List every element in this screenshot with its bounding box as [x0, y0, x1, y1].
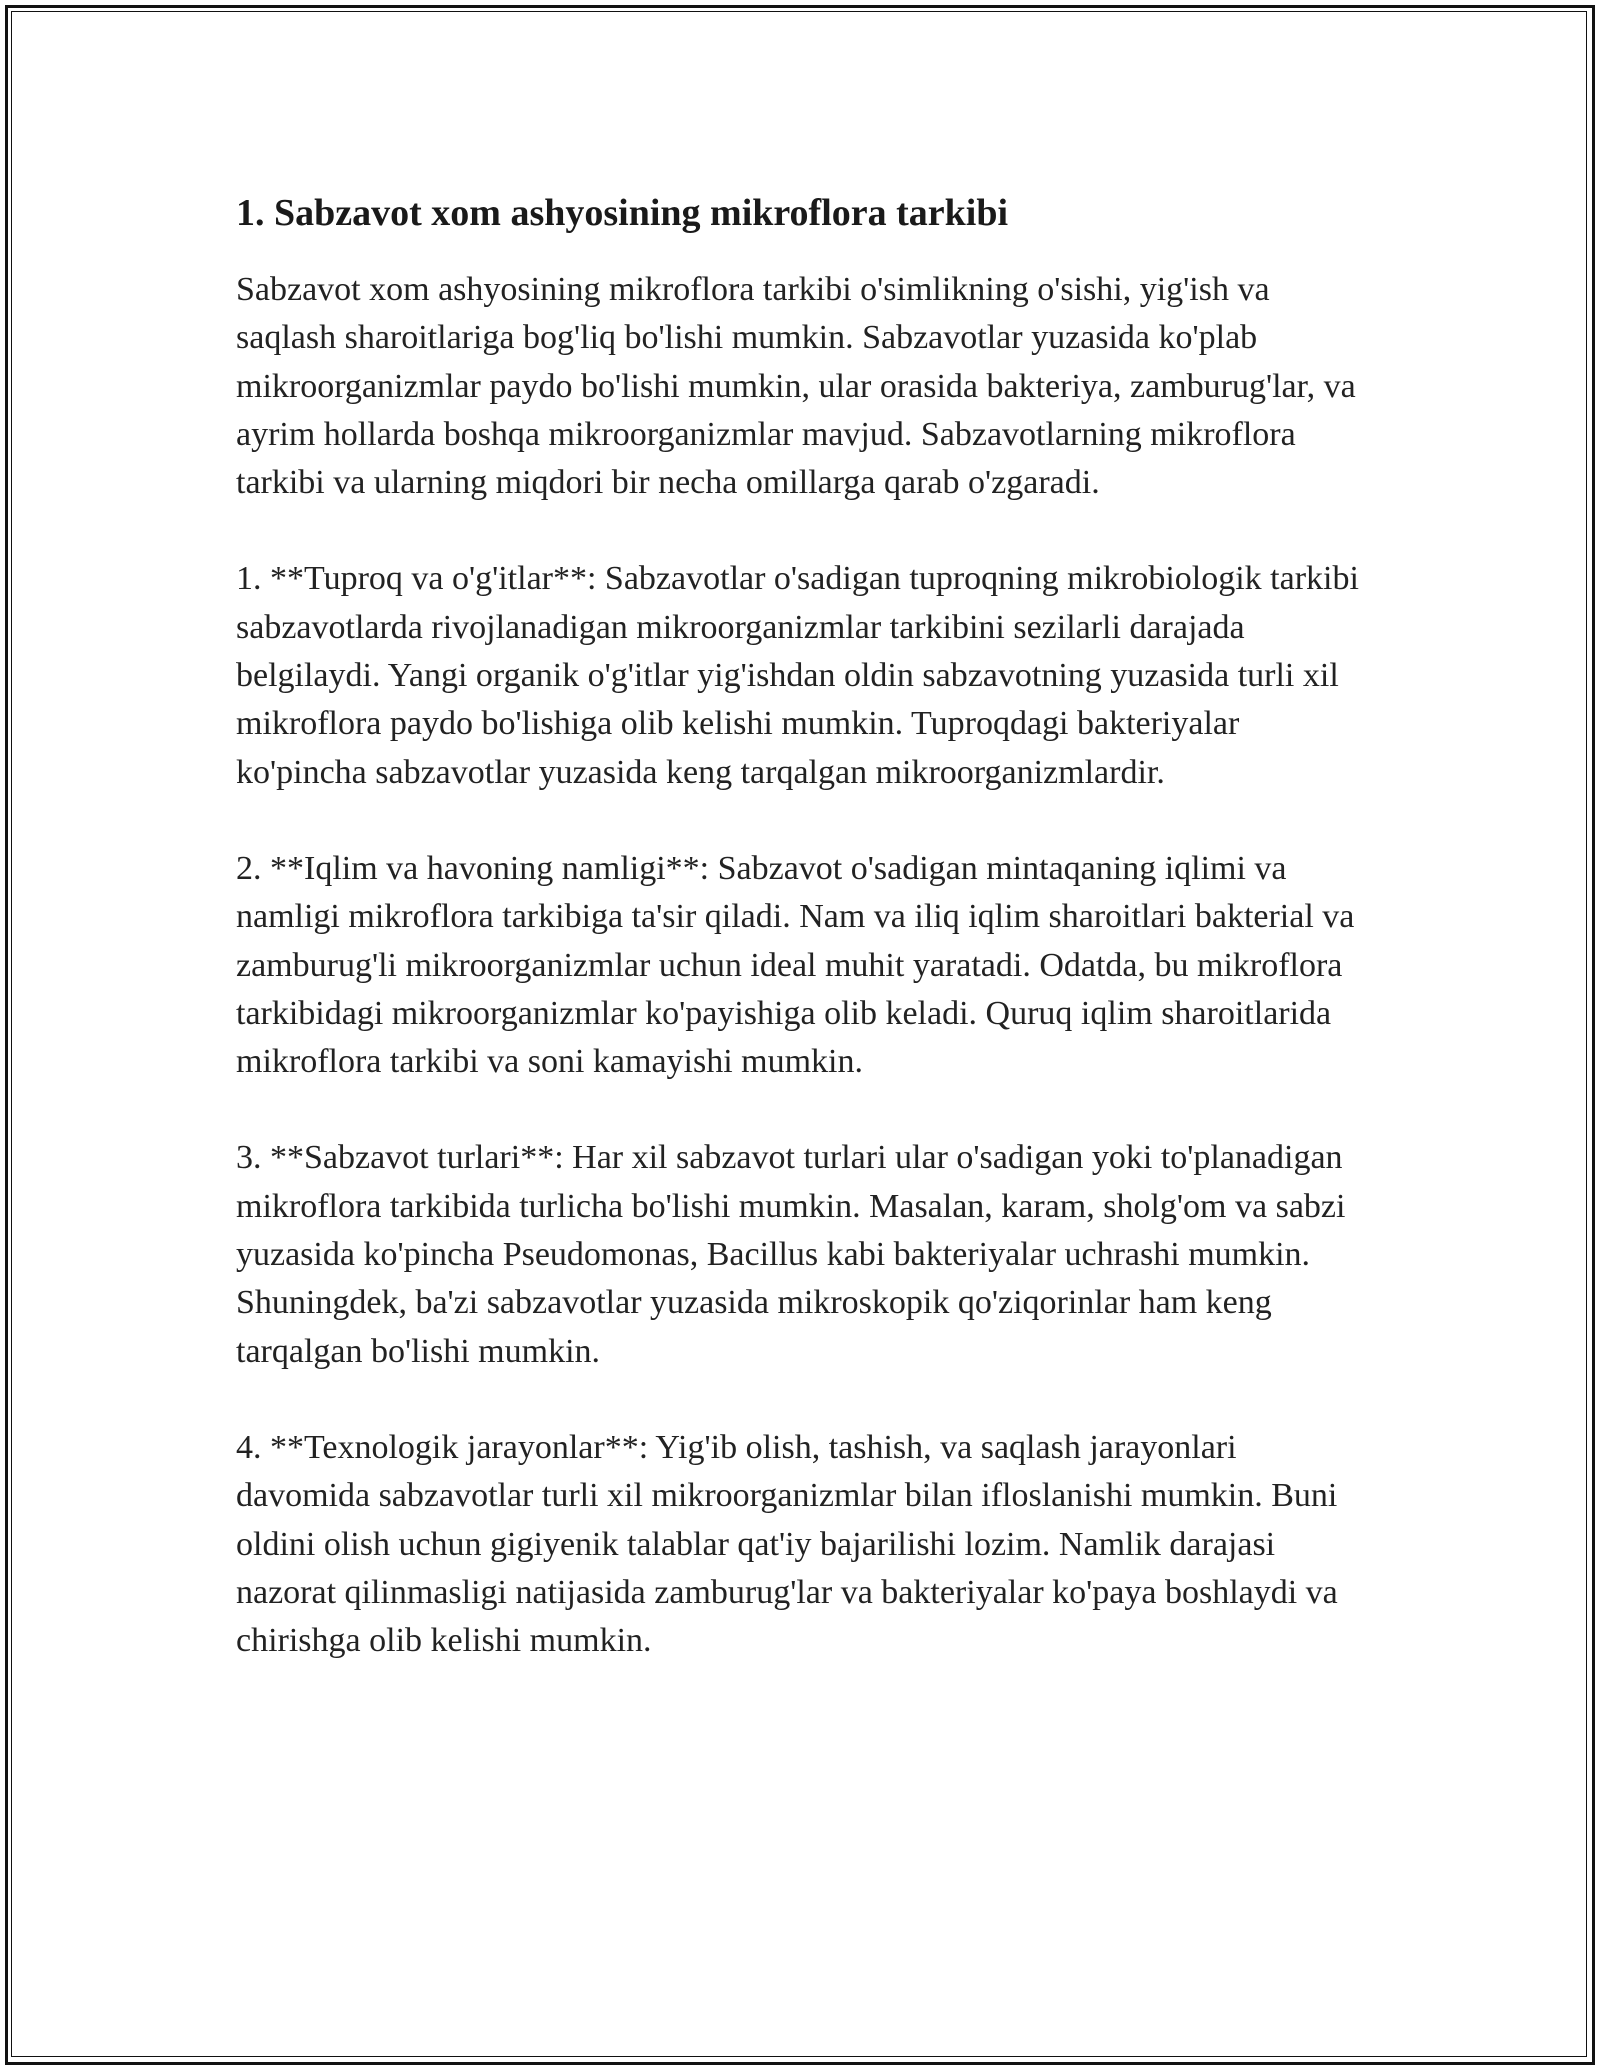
section-paragraph-soil: 1. **Tuproq va o'g'itlar**: Sabzavotlar o'sadigan tuproqning mikrobiologik tarkibi sabzavotlarda rivojlanadigan mikroorganizmlar tarkibini sezilarli darajada belgilaydi. Yangi organik o'g'itlar yig'ishdan oldin sabzavotning yuzasida turli xil mikroflora paydo bo'lishiga olib kelishi mumkin. Tuproqdagi bakteriyalar ko'pincha sabzavotlar yuzasida keng tarqalgan mikroorganizmlardir. [236, 560, 1368, 791]
document-body [236, 186, 1376, 1665]
document-title: 1. Sabzavot xom ashyosining mikroflora tarkibi [236, 192, 1009, 234]
section-paragraph-vegetable-types: 3. **Sabzavot turlari**: Har xil sabzavot turlari ular o'sadigan yoki to'planadigan mikroflora tarkibida turlicha bo'lishi mumkin. Masalan, karam, sholg'om va sabzi yuzasida ko'pincha Pseudomonas, Bacillus kabi bakteriyalar uchrashi mumkin. Shuningdek, ba'zi sabzavotlar yuzasida mikroskopik qo'ziqorinlar ham keng tarqalgan bo'lishi mumkin. [236, 1139, 1354, 1370]
intro-paragraph: Sabzavot xom ashyosining mikroflora tarkibi o'simlikning o'sishi, yig'ish va saqlash sharoitlariga bog'liq bo'lishi mumkin. Sabzavotlar yuzasida ko'plab mikroorganizmlar paydo bo'lishi mumkin, ular orasida bakteriya, zamburug'lar, va ayrim hollarda boshqa mikroorganizmlar mavjud. Sabzavotlarning mikroflora tarkibi va ularning miqdori bir necha omillarga qarab o'zgaradi. [236, 271, 1365, 502]
section-paragraph-technology: 4. **Texnologik jarayonlar**: Yig'ib olish, tashish, va saqlash jarayonlari davomida sabzavotlar turli xil mikroorganizmlar bilan ifloslanishi mumkin. Buni oldini olish uchun gigiyenik talablar qat'iy bajarilishi lozim. Namlik darajasi nazorat qilinmasligi natijasida zamburug'lar va bakteriyalar ko'paya boshlaydi va chirishga olib kelishi mumkin. [236, 1428, 1347, 1660]
section-paragraph-climate: 2. **Iqlim va havoning namligi**: Sabzavot o'sadigan mintaqaning iqlimi va namligi mikroflora tarkibiga ta'sir qiladi. Nam va iliq iqlim sharoitlari bakterial va zamburug'li mikroorganizmlar uchun ideal muhit yaratadi. Odatda, bu mikroflora tarkibidagi mikroorganizmlar ko'payishiga olib keladi. Quruq iqlim sharoitlarida mikroflora tarkibi va soni kamayishi mumkin. [236, 849, 1363, 1081]
